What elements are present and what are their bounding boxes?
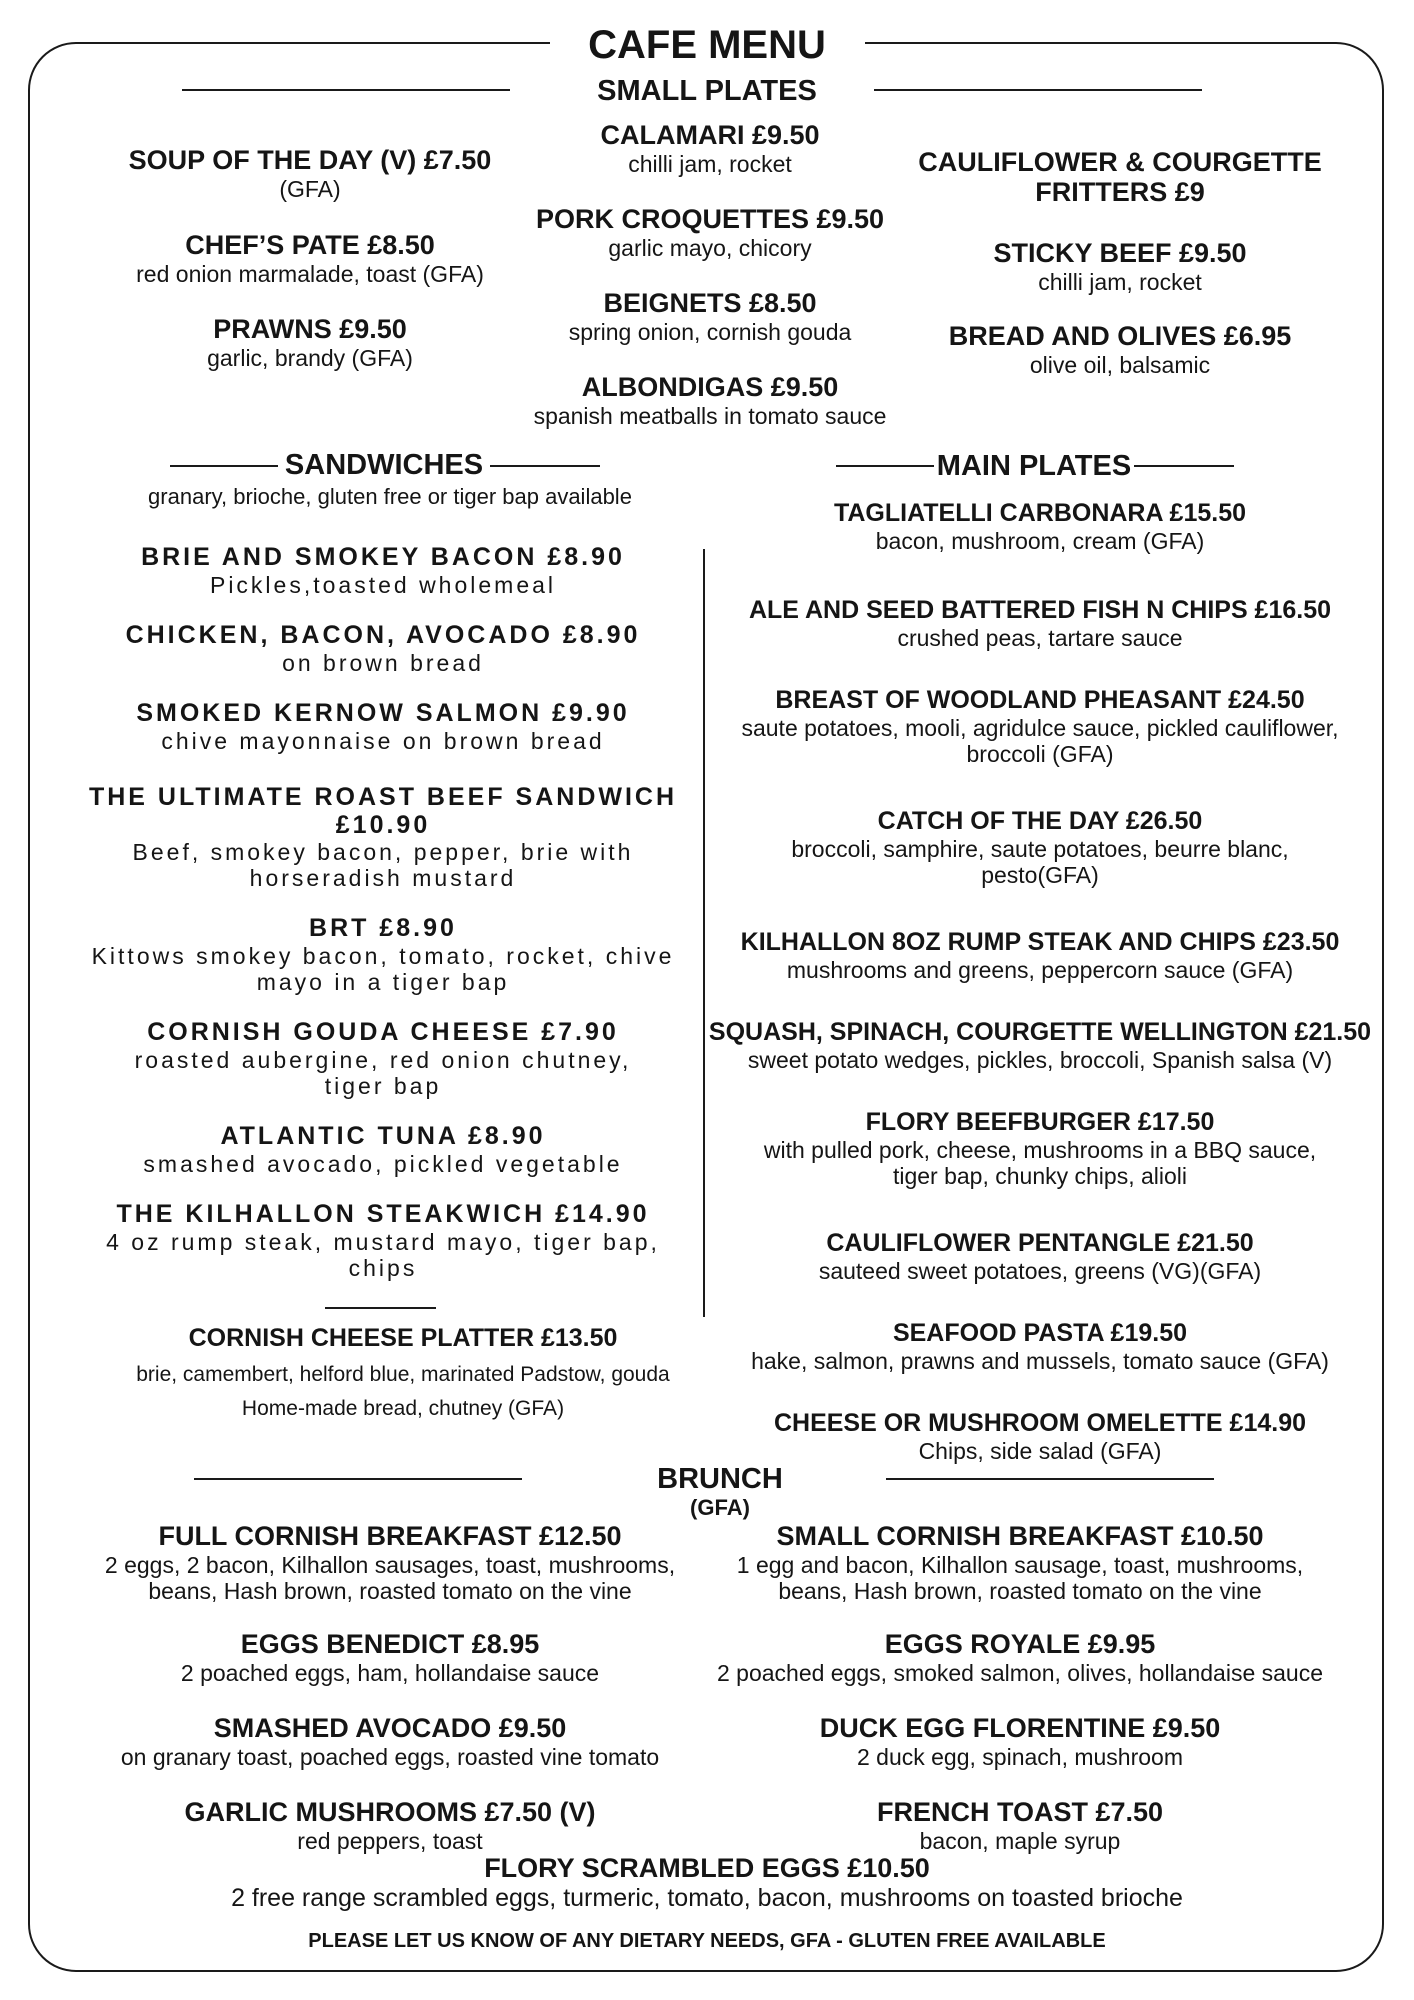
item-name: PORK CROQUETTES £9.50 (535, 204, 885, 234)
item-desc: hake, salmon, prawns and mussels, tomato sauce (GFA) (751, 1347, 1329, 1374)
item-desc: Home-made bread, chutney (GFA) (241, 1396, 565, 1420)
item-desc: bacon, mushroom, cream (GFA) (875, 527, 1205, 554)
item-desc: beans, Hash brown, roasted tomato on the vine (778, 1578, 1262, 1605)
item-desc: chive mayonnaise on brown bread (161, 727, 605, 754)
menu-item (470, 289, 950, 345)
item-desc: 2 eggs, 2 bacon, Kilhallon sausages, toast, mushrooms, (104, 1551, 676, 1578)
menu-item (100, 1854, 1314, 1912)
menu-title: CAFE MENU (588, 23, 826, 67)
brunch-subheading: (GFA) (690, 1495, 750, 1520)
menu-item (880, 148, 1360, 207)
item-name: FRITTERS £9 (1035, 176, 1205, 207)
item-desc: garlic, brandy (GFA) (207, 344, 413, 371)
item-name: SQUASH, SPINACH, COURGETTE WELLINGTON £21.50 (708, 1018, 1372, 1046)
item-name: £10.90 (335, 810, 431, 839)
item-desc: tiger bap, chunky chips, alioli (892, 1162, 1188, 1189)
item-desc: broccoli, samphire, saute potatoes, beurre blanc, (791, 835, 1289, 862)
item-desc: roasted aubergine, red onion chutney, (134, 1046, 632, 1073)
divider (325, 1307, 436, 1309)
item-desc: olive oil, balsamic (1029, 351, 1211, 378)
menu-item (700, 1019, 1380, 1073)
item-name: STICKY BEEF £9.50 (993, 238, 1247, 268)
menu-item (700, 1320, 1380, 1374)
item-name: DUCK EGG FLORENTINE £9.50 (819, 1713, 1221, 1743)
item-name: SOUP OF THE DAY (V) £7.50 (128, 145, 492, 175)
item-desc: mayo in a tiger bap (256, 968, 510, 995)
item-name: CAULIFLOWER & COURGETTE (918, 147, 1322, 177)
menu-item (700, 1410, 1380, 1464)
item-name: ATLANTIC TUNA £8.90 (220, 1122, 546, 1150)
item-desc: smashed avocado, pickled vegetable (143, 1150, 623, 1177)
item-desc: saute potatoes, mooli, agridulce sauce, pickled cauliflower, (741, 714, 1339, 741)
menu-item (40, 1798, 740, 1854)
item-desc: tiger bap (324, 1072, 442, 1099)
sandwiches-heading: SANDWICHES (284, 449, 484, 481)
item-name: GARLIC MUSHROOMS £7.50 (V) (184, 1797, 596, 1827)
item-desc: brie, camembert, helford blue, marinated Padstow, gouda (136, 1362, 670, 1386)
menu-item (40, 544, 726, 598)
item-desc: beans, Hash brown, roasted tomato on the vine (148, 1578, 632, 1605)
item-desc: pesto(GFA) (981, 861, 1099, 888)
item-desc: Pickles,toasted wholemeal (209, 571, 557, 598)
item-desc: sauteed sweet potatoes, greens (VG)(GFA) (818, 1257, 1262, 1284)
divider (170, 465, 278, 467)
divider (886, 1478, 1214, 1480)
item-desc: with pulled pork, cheese, mushrooms in a BBQ sauce, (763, 1136, 1317, 1163)
item-desc: chilli jam, rocket (628, 150, 792, 177)
menu-item (670, 1630, 1370, 1686)
item-name: BREAST OF WOODLAND PHEASANT £24.50 (775, 686, 1305, 714)
item-desc: crushed peas, tartare sauce (897, 624, 1183, 651)
menu-item (700, 1230, 1380, 1284)
menu-item (40, 915, 726, 995)
divider (194, 1478, 522, 1480)
item-desc: 2 free range scrambled eggs, turmeric, tomato, bacon, mushrooms on toasted brioche (231, 1883, 1183, 1912)
divider (490, 465, 600, 467)
menu-item (700, 929, 1380, 983)
item-name: CHEF’S PATE £8.50 (185, 230, 435, 260)
divider (836, 465, 934, 467)
item-desc: Beef, smokey bacon, pepper, brie with (132, 839, 634, 865)
menu-item (670, 1798, 1370, 1854)
item-desc: spring onion, cornish gouda (568, 318, 852, 345)
item-name: CORNISH GOUDA CHEESE £7.90 (147, 1018, 619, 1046)
item-desc: bacon, maple syrup (919, 1827, 1121, 1854)
item-desc: 4 oz rump steak, mustard mayo, tiger bap, (106, 1228, 660, 1255)
item-name: SMOKED KERNOW SALMON £9.90 (136, 699, 630, 727)
item-desc: 2 poached eggs, ham, hollandaise sauce (180, 1659, 600, 1686)
menu-item (880, 322, 1360, 378)
item-name: CALAMARI £9.50 (600, 120, 820, 150)
item-desc: spanish meatballs in tomato sauce (533, 402, 887, 429)
item-name: CHEESE OR MUSHROOM OMELETTE £14.90 (773, 1409, 1307, 1437)
item-desc: on brown bread (282, 649, 484, 676)
divider (1134, 465, 1234, 467)
menu-item (470, 121, 950, 177)
item-name: FRENCH TOAST £7.50 (876, 1797, 1164, 1827)
item-desc: chilli jam, rocket (1038, 268, 1202, 295)
item-desc: red peppers, toast (297, 1827, 483, 1854)
menu-item (470, 205, 950, 261)
item-name: CORNISH CHEESE PLATTER £13.50 (188, 1324, 618, 1352)
small-plates-heading: SMALL PLATES (597, 75, 817, 107)
item-name: CHICKEN, BACON, AVOCADO £8.90 (125, 621, 641, 649)
item-desc: horseradish mustard (249, 865, 517, 892)
item-name: PRAWNS £9.50 (213, 314, 407, 344)
item-name: FULL CORNISH BREAKFAST £12.50 (158, 1521, 622, 1551)
item-desc: Chips, side salad (GFA) (918, 1437, 1162, 1464)
item-name: BREAD AND OLIVES £6.95 (948, 321, 1292, 351)
item-name: BRIE AND SMOKEY BACON £8.90 (141, 543, 625, 571)
main-plates-heading: MAIN PLATES (936, 450, 1132, 482)
menu-item (40, 1714, 740, 1770)
divider (182, 89, 510, 91)
item-desc: Kittows smokey bacon, tomato, rocket, chive (91, 942, 675, 969)
menu-item (40, 1019, 726, 1099)
menu-item (40, 1522, 740, 1605)
menu-item (40, 784, 726, 892)
item-name: CATCH OF THE DAY £26.50 (877, 807, 1203, 835)
item-name: THE KILHALLON STEAKWICH £14.90 (116, 1200, 650, 1228)
menu-item (470, 373, 950, 429)
menu-item (700, 808, 1380, 888)
item-name: BRT £8.90 (309, 914, 457, 942)
menu-item (880, 239, 1360, 295)
menu-item (40, 700, 726, 754)
menu-item (700, 500, 1380, 554)
item-desc: 1 egg and bacon, Kilhallon sausage, toast, mushrooms, (736, 1551, 1304, 1578)
item-name: BEIGNETS £8.50 (603, 288, 817, 318)
item-name: ALE AND SEED BATTERED FISH N CHIPS £16.50 (748, 596, 1332, 624)
item-name: KILHALLON 8OZ RUMP STEAK AND CHIPS £23.50 (740, 928, 1340, 956)
item-desc: chips (348, 1254, 418, 1281)
item-desc: 2 poached eggs, smoked salmon, olives, hollandaise sauce (716, 1659, 1324, 1686)
dietary-note: PLEASE LET US KNOW OF ANY DIETARY NEEDS, GFA - GLUTEN FREE AVAILABLE (308, 1930, 1106, 1952)
item-name: TAGLIATELLI CARBONARA £15.50 (833, 499, 1247, 527)
item-desc: mushrooms and greens, peppercorn sauce (GFA) (786, 956, 1294, 983)
item-desc: broccoli (GFA) (966, 740, 1114, 767)
item-desc: garlic mayo, chicory (608, 234, 812, 261)
menu-item (40, 1201, 726, 1281)
sandwiches-subheading: granary, brioche, gluten free or tiger bap available (148, 484, 632, 509)
menu-item (700, 687, 1380, 767)
item-name: SEAFOOD PASTA £19.50 (892, 1319, 1188, 1347)
item-name: CAULIFLOWER PENTANGLE £21.50 (826, 1229, 1254, 1257)
item-desc: sweet potato wedges, pickles, broccoli, Spanish salsa (V) (747, 1046, 1333, 1073)
item-desc: on granary toast, poached eggs, roasted vine tomato (120, 1743, 660, 1770)
menu-item (700, 597, 1380, 651)
item-name: ALBONDIGAS £9.50 (581, 372, 839, 402)
item-name: FLORY SCRAMBLED EGGS £10.50 (484, 1853, 930, 1883)
item-desc: red onion marmalade, toast (GFA) (136, 260, 484, 287)
menu-item (700, 1109, 1380, 1189)
item-name: EGGS BENEDICT £8.95 (240, 1629, 540, 1659)
menu-item (670, 1522, 1370, 1605)
menu-item (40, 1123, 726, 1177)
menu-item (40, 622, 726, 676)
item-name: THE ULTIMATE ROAST BEEF SANDWICH (88, 783, 678, 811)
item-name: SMASHED AVOCADO £9.50 (213, 1713, 567, 1743)
item-name: FLORY BEEFBURGER £17.50 (865, 1108, 1215, 1136)
menu-item (40, 1630, 740, 1686)
item-name: SMALL CORNISH BREAKFAST £10.50 (776, 1521, 1264, 1551)
menu-item (670, 1714, 1370, 1770)
item-desc: (GFA) (279, 175, 341, 202)
item-name: EGGS ROYALE £9.95 (884, 1629, 1156, 1659)
menu-item (40, 1325, 766, 1421)
brunch-heading: BRUNCH (657, 1463, 783, 1495)
divider (874, 89, 1202, 91)
item-desc: 2 duck egg, spinach, mushroom (856, 1743, 1183, 1770)
